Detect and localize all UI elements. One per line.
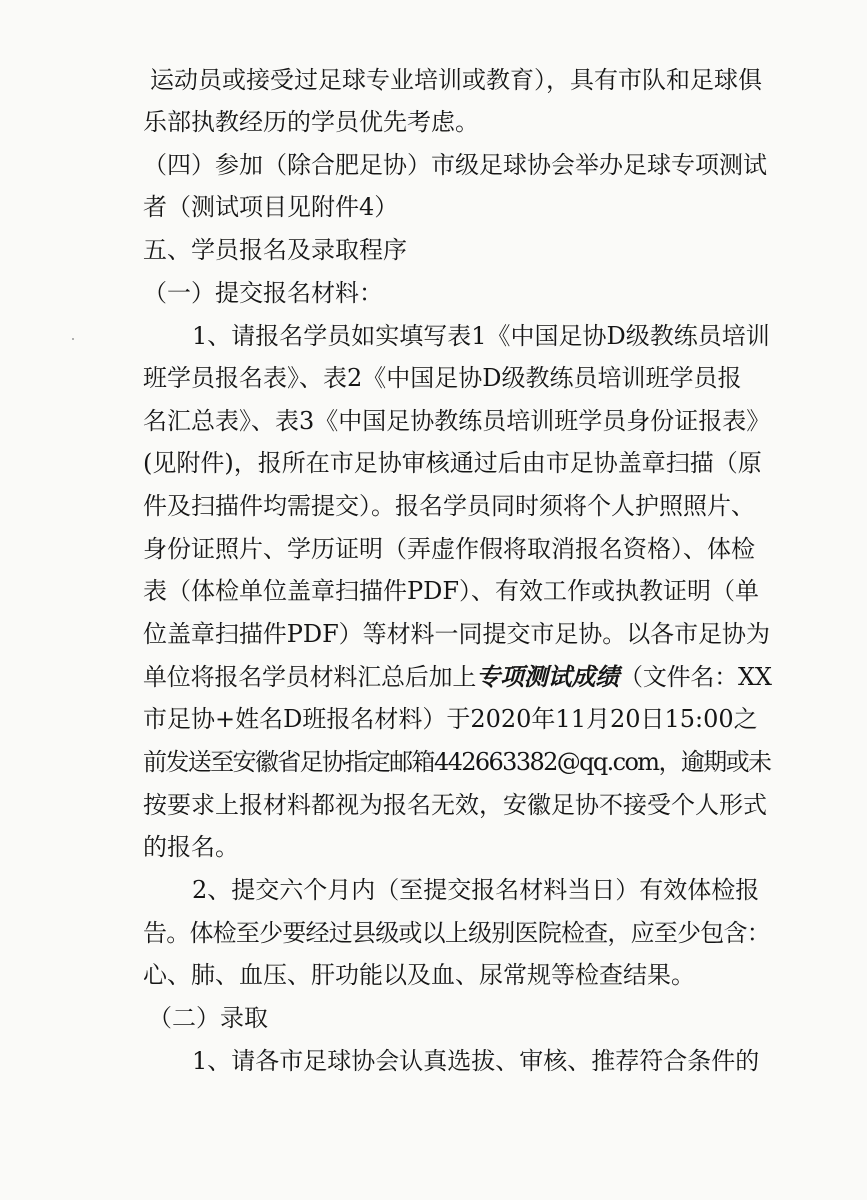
text-line-9: 名汇总表》、表3《中国足协教练员培训班学员身份证报表》 (143, 407, 771, 435)
text-line-18: 按要求上报材料都视为报名无效，安徽足协不接受个人形式 (143, 791, 767, 819)
text-line-3: （四）参加（除合肥足协）市级足球协会举办足球专项测试 (143, 151, 767, 179)
text-line-16: 市足协+姓名D班报名材料）于2020年11月20日15:00之 (143, 705, 758, 733)
text-line-11: 件及扫描件均需提交）。报名学员同时须将个人护照照片、 (143, 492, 755, 520)
text-line-4: 者（测试项目见附件4） (143, 193, 399, 221)
text-line-24: 1、请各市足球协会认真选拔、审核、推荐符合条件的 (192, 1047, 760, 1075)
scan-speck (72, 338, 74, 340)
text-line-13: 表（体检单位盖章扫描件PDF）、有效工作或执教证明（单 (143, 577, 760, 605)
text-line-15 (143, 657, 772, 697)
text-line-10: (见附件)，报所在市足协审核通过后由市足协盖章扫描（原 (143, 449, 762, 477)
emphasized-test-scores: 专项测试成绩 (476, 662, 620, 691)
text-line-15-pre: 单位将报名学员材料汇总后加上 (143, 663, 477, 691)
text-line-22: 心、肺、血压、肝功能以及血、尿常规等检查结果。 (143, 961, 695, 989)
text-line-21: 告。体检至少要经过县级或以上级别医院检查，应至少包含： (143, 919, 770, 947)
text-line-8: 班学员报名表》、表2《中国足协D级教练员培训班学员报 (143, 364, 742, 392)
text-line-12: 身份证照片、学历证明（弄虚作假将取消报名资格）、体检 (143, 535, 755, 563)
text-line-15-post: （文件名：XX (619, 663, 772, 691)
subsection-heading-1: （一）提交报名材料： (143, 279, 383, 307)
text-line-2: 乐部执教经历的学员优先考虑。 (143, 108, 479, 136)
text-line-20: 2、提交六个月内（至提交报名材料当日）有效体检报 (192, 876, 760, 904)
subsection-heading-2: （二）录取 (148, 1004, 268, 1032)
text-line-1: 运动员或接受过足球专业培训或教育），具有市队和足球俱 (150, 66, 762, 94)
text-line-7: 1、请报名学员如实填写表1《中国足协D级教练员培训 (192, 322, 770, 350)
text-line-17: 前发送至安徽省足协指定邮箱442663382@qq.com，逾期或未 (143, 748, 771, 776)
text-line-19: 的报名。 (143, 833, 239, 861)
section-heading: 五、学员报名及录取程序 (143, 236, 407, 264)
text-line-14: 位盖章扫描件PDF）等材料一同提交市足协。以各市足协为 (143, 620, 770, 648)
